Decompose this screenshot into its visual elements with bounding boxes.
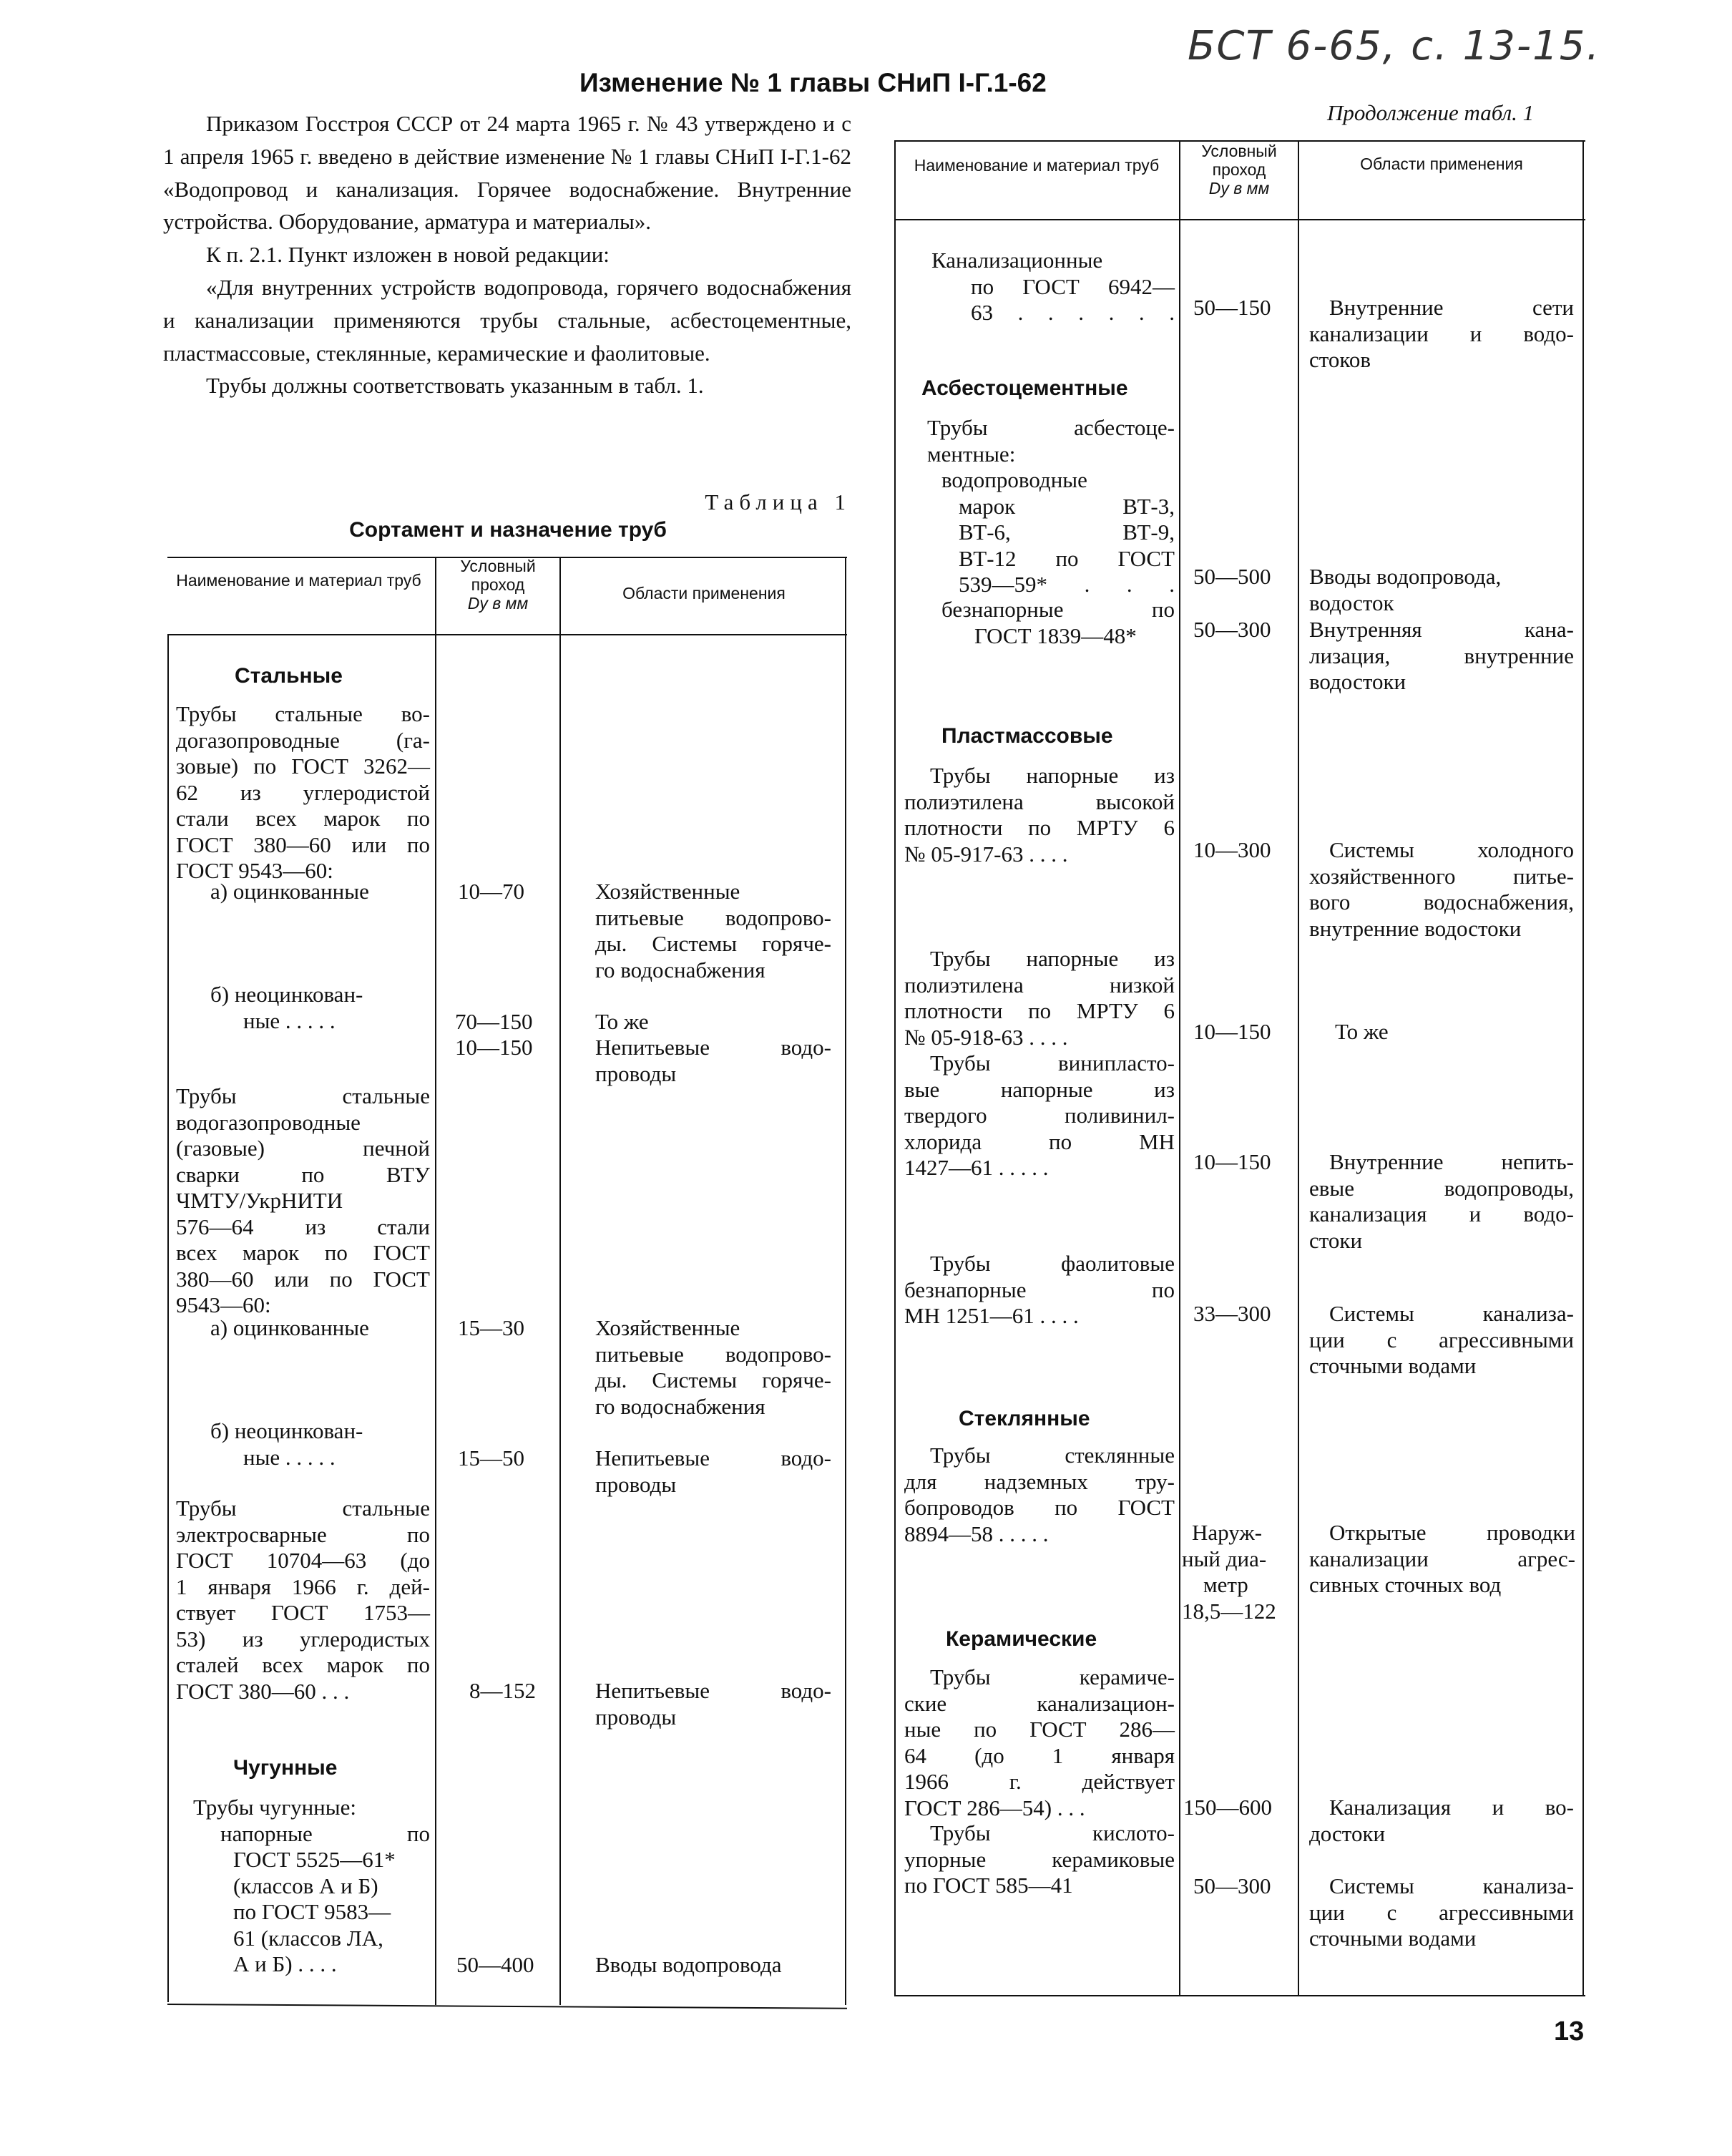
row-subname: а) оцинкованные (210, 879, 369, 904)
row-name: Трубы стальные водогазопроводные (газовые) печной сварки по ВТУ ЧМТУ/УкрНИТИ 576—64 из стали всех марок по ГОСТ 380—60 или по ГОСТ 9543—60: (176, 1083, 430, 1317)
row-dy: 10—300 (1193, 837, 1271, 862)
table-continuation-label: Продолжение табл. 1 (1327, 100, 1535, 125)
row-dy: 50—400 (456, 1952, 534, 1977)
section-heading: Стальные (235, 664, 343, 688)
row-area: Канализация и во- достоки (1309, 1795, 1574, 1846)
header-dy-label: Условный проход (460, 557, 536, 594)
intro-paragraph: К п. 2.1. Пункт изложен в новой редакции: (206, 242, 610, 268)
row-name: безнапорные по ГОСТ 1839—48* (941, 597, 1175, 648)
row-dy: 150—600 (1183, 1795, 1272, 1820)
intro-text (163, 107, 851, 402)
intro-paragraph: «Для внутренних устройств водопровода, горячего водоснабжения и канализации применяются трубы стальные, асбестоцементные, пластмассовые, стеклянные, керамические и фаолитовые. (163, 274, 851, 366)
row-area: Непитьевые водо- проводы (595, 1678, 831, 1730)
row-name: Канализационные по ГОСТ 6942— 63 . . . . . . (931, 248, 1175, 325)
row-dy: 10—150 (455, 1035, 533, 1060)
handwritten-note: БСТ 6-65, с. 13-15. (1188, 23, 1601, 69)
row-dy: 50—300 (1193, 1873, 1271, 1898)
table-rule (894, 1995, 1585, 1996)
row-name: Трубы керамиче- ские канализацион- ные по ГОСТ 286— 64 (до 1 января 1966 г. действует ГОСТ 286—54) . . . (904, 1664, 1175, 1820)
section-heading: Пластмассовые (941, 724, 1113, 748)
header-name: Наименование и материал труб (176, 571, 421, 590)
row-subname: б) неоцинкован- ные . . . . . (210, 1418, 363, 1470)
column-divider (894, 140, 896, 1996)
column-divider (559, 557, 561, 2005)
row-name: Трубы фаолитовые безнапорные по МН 1251—61 . . . . (904, 1251, 1175, 1328)
row-name: Трубы стальные во- догазопроводные (га- зовые) по ГОСТ 3262— 62 из углеродистой стали всех марок по ГОСТ 380—60 или по ГОСТ 9543—60: (176, 701, 430, 883)
header-dy-label: Условный проход (1201, 142, 1277, 179)
column-divider (1179, 140, 1180, 1996)
row-area: Внутренняя кана- лизация, внутренние водостоки (1309, 617, 1574, 694)
row-area: Внутренние непить- евые водопроводы, канализация и водо- стоки (1309, 1149, 1574, 1253)
row-area: Вводы водопровода (595, 1952, 782, 1977)
row-area: Системы канализа- ции с агрессивными сточными водами (1309, 1301, 1574, 1378)
row-area: Вводы водопровода, водосток (1309, 564, 1502, 615)
row-dy: 50—150 (1193, 295, 1271, 320)
table-rule (167, 2004, 847, 2009)
intro-paragraph: Приказом Госстроя СССР от 24 марта 1965 г. № 43 утверждено и с 1 апреля 1965 г. введено в действие изменение № 1 главы СНиП I-Г.1-62 «Водопровод и канализация. Горячее водоснабжение. Внутренние устройства. Оборудование, арматура и материалы». (163, 111, 851, 235)
row-dy: 70—150 (455, 1009, 533, 1034)
header-dy (1183, 142, 1295, 197)
row-area: Хозяйственные питьевые водопрово- ды. Системы горяче- го водоснабжения (595, 1315, 831, 1419)
table-title: Сортамент и назначение труб (349, 518, 667, 542)
section-heading: Керамические (946, 1627, 1097, 1651)
row-name: Трубы асбестоце- ментные: водопроводные марок ВТ-3, ВТ-6, ВТ-9, ВТ-12 по ГОСТ 539—59* . . . (927, 415, 1175, 597)
table-rule (167, 634, 847, 635)
row-dy: 10—70 (458, 879, 524, 904)
header-dy-unit: Dу в мм (467, 594, 529, 613)
column-divider (167, 634, 169, 2002)
row-name: Трубы кислото- упорные керамиковые по ГОСТ 585—41 (904, 1820, 1175, 1898)
section-heading: Чугунные (233, 1756, 338, 1780)
row-name: Трубы стальные электросварные по ГОСТ 10704—63 (до 1 января 1966 г. дей- ствует ГОСТ 1753— 53) из углеродистых сталей всех марок по ГОСТ 380—60 . . . (176, 1496, 430, 1704)
row-dy: 15—50 (458, 1445, 524, 1470)
column-divider (435, 557, 436, 2005)
page-title: Изменение № 1 главы СНиП I-Г.1-62 (579, 68, 1047, 97)
row-name: Трубы чугунные: напорные по ГОСТ 5525—61* (классов А и Б) по ГОСТ 9583— 61 (классов ЛА, А и Б) . . . . (193, 1795, 430, 1976)
header-name: Наименование и материал труб (914, 156, 1160, 175)
header-area: Области применения (1360, 155, 1523, 173)
row-dy: 8—152 (469, 1678, 536, 1703)
row-area: Хозяйственные питьевые водопрово- ды. Системы горяче- го водоснабжения (595, 879, 831, 982)
row-name: Трубы напорные из полиэтилена низкой плотности по МРТУ 6 № 05-918-63 . . . . (904, 946, 1175, 1050)
row-area: Системы холодного хозяйственного питье- вого водоснабжения, внутренние водостоки (1309, 837, 1574, 941)
intro-paragraph: Трубы должны соответствовать указанным в табл. 1. (206, 373, 704, 399)
header-dy-unit: Dу в мм (1208, 179, 1270, 197)
row-dy: 50—300 (1193, 617, 1271, 642)
row-area: Непитьевые водо- проводы (595, 1445, 831, 1497)
header-area: Области применения (622, 584, 786, 603)
row-dy: 50—500 (1193, 564, 1271, 589)
row-area: Системы канализа- ции с агрессивными сточными водами (1309, 1873, 1574, 1951)
row-dy: 10—150 (1193, 1019, 1271, 1044)
table-rule (894, 219, 1585, 220)
section-heading: Стеклянные (959, 1407, 1090, 1430)
row-subname: а) оцинкованные (210, 1315, 369, 1340)
row-subname: б) неоцинкован- ные . . . . . (210, 982, 363, 1033)
column-divider (845, 557, 846, 2005)
column-divider (1582, 140, 1584, 1996)
column-divider (1298, 140, 1299, 1996)
row-name: Трубы напорные из полиэтилена высокой плотности по МРТУ 6 № 05-917-63 . . . . (904, 763, 1175, 867)
page-number: 13 (1554, 2016, 1585, 2047)
row-area: Открытые проводки канализации агрес- сивных сточных вод (1309, 1520, 1575, 1597)
row-area: Непитьевые водо- проводы (595, 1035, 831, 1086)
header-dy (439, 557, 557, 613)
row-name: Трубы стеклянные для надземных тру- бопроводов по ГОСТ 8894—58 . . . . . (904, 1443, 1175, 1546)
row-dy: 15—30 (458, 1315, 524, 1340)
section-heading: Асбестоцементные (921, 376, 1128, 400)
row-area: Внутренние сети канализации и водо- стоков (1309, 295, 1574, 372)
row-dy: Наруж- ный диа- метр 18,5—122 (1182, 1520, 1276, 1624)
row-dy: 33—300 (1193, 1301, 1271, 1326)
row-dy: 10—150 (1193, 1149, 1271, 1174)
row-name: Трубы винипласто- вые напорные из твердого поливинил- хлорида по МН 1427—61 . . . . . (904, 1050, 1175, 1180)
row-area: То же (1335, 1019, 1389, 1044)
row-area: То же (595, 1009, 649, 1034)
table-number: Таблица 1 (705, 489, 851, 514)
